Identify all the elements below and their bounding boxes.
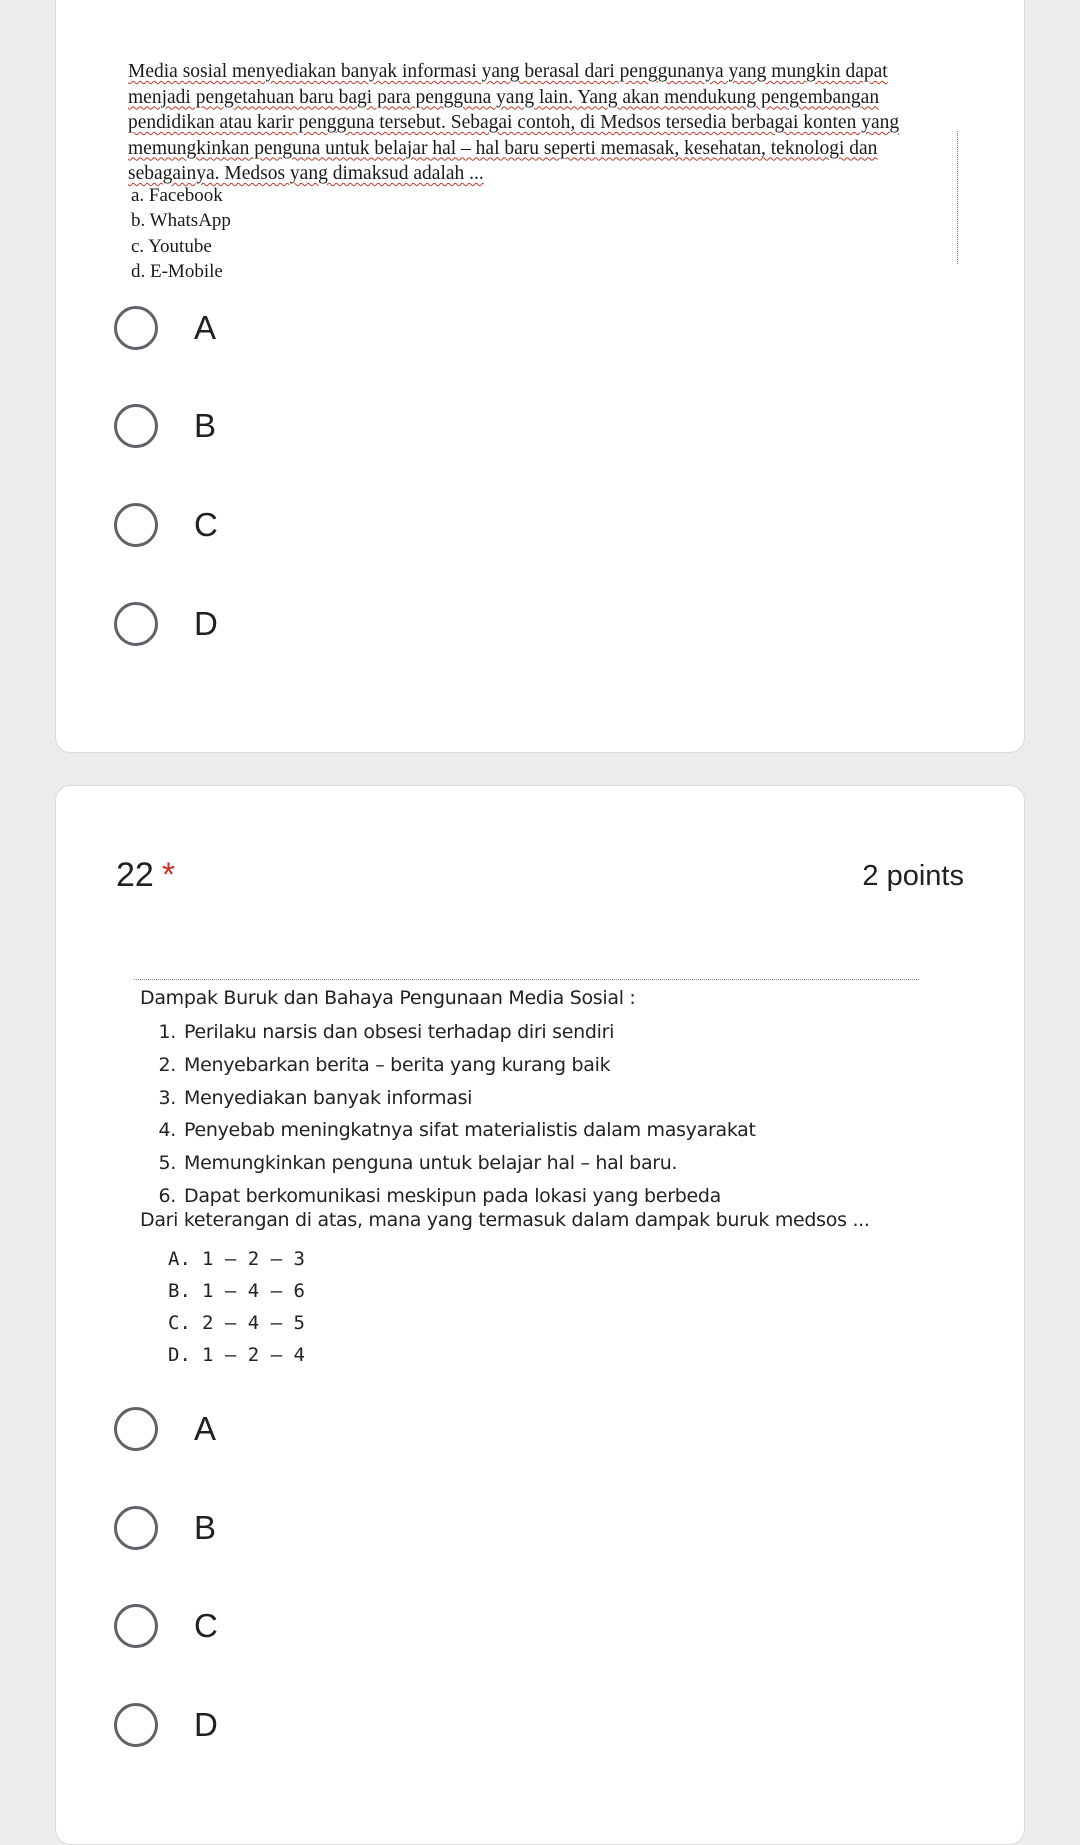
question-title	[116, 856, 175, 895]
radio-circle-icon[interactable]	[114, 404, 158, 448]
list-item: 6. Dapat berkomunikasi meskipun pada lokasi yang berbeda	[158, 1184, 721, 1207]
question-card-22	[55, 785, 1025, 1845]
radio-circle-icon[interactable]	[114, 1604, 158, 1648]
radio-label: C	[194, 1607, 218, 1644]
paragraph-line: Media sosial menyediakan banyak informasi yang berasal dari penggunanya yang mungkin dapat	[128, 61, 888, 82]
question-card-21	[55, 0, 1025, 753]
paragraph-line: sebagainya. Medsos yang dimaksud adalah ...	[128, 163, 484, 184]
radio-option-a[interactable]	[114, 1404, 216, 1454]
radio-circle-icon[interactable]	[114, 602, 158, 646]
choice-text: C. 2 – 4 – 5	[168, 1312, 305, 1334]
question-number: 22	[116, 856, 154, 894]
radio-label: A	[194, 309, 217, 346]
radio-label: A	[194, 1410, 217, 1447]
radio-option-b[interactable]	[114, 1503, 216, 1553]
radio-option-d[interactable]	[114, 1700, 218, 1750]
question-22-statement-list	[134, 1016, 756, 1213]
radio-label: B	[194, 1509, 217, 1546]
paragraph-line: menjadi pengetahuan baru bagi para pengguna yang lain. Yang akan mendukung pengembangan	[128, 86, 880, 108]
choice-text: d. E-Mobile	[131, 260, 223, 282]
question-21-choices	[131, 183, 231, 284]
choice-text: a. Facebook	[131, 185, 223, 206]
radio-circle-icon[interactable]	[114, 1407, 158, 1451]
radio-label: D	[194, 605, 218, 642]
radio-label: C	[194, 506, 218, 543]
radio-circle-icon[interactable]	[114, 1506, 158, 1550]
radio-option-d[interactable]	[114, 599, 218, 649]
radio-option-c[interactable]	[114, 500, 218, 550]
list-item: 3. Menyediakan banyak informasi	[158, 1086, 473, 1109]
list-item: 5. Memungkinkan penguna untuk belajar hal – hal baru.	[158, 1152, 678, 1175]
question-22-choices	[168, 1243, 305, 1371]
radio-label: D	[194, 1706, 218, 1743]
choice-text: b. WhatsApp	[131, 210, 231, 232]
paragraph-line: memungkinkan penguna untuk belajar hal – hal baru seperti memasak, kesehatan, teknologi dan	[128, 137, 878, 159]
points-label: 2 points	[862, 860, 964, 892]
radio-circle-icon[interactable]	[114, 1703, 158, 1747]
choice-text: B. 1 – 4 – 6	[168, 1280, 305, 1302]
list-item: 2. Menyebarkan berita – berita yang kurang baik	[158, 1053, 611, 1076]
radio-circle-icon[interactable]	[114, 306, 158, 350]
radio-option-a[interactable]	[114, 303, 216, 353]
scan-border-line	[957, 131, 958, 264]
radio-option-c[interactable]	[114, 1601, 218, 1651]
choice-text: c. Youtube	[131, 235, 212, 257]
choice-text: A. 1 – 2 – 3	[168, 1248, 305, 1270]
radio-option-b[interactable]	[114, 401, 216, 451]
choice-text: D. 1 – 2 – 4	[168, 1344, 305, 1366]
question-21-image-text	[128, 59, 958, 187]
list-item: 1. Perilaku narsis dan obsesi terhadap diri sendiri	[158, 1021, 615, 1043]
paragraph-line: pendidikan atau karir pengguna tersebut. Sebagai contoh, di Medsos tersedia berbagai konten yang	[128, 112, 900, 133]
scan-border-line	[134, 979, 919, 980]
question-22-prompt: Dari keterangan di atas, mana yang termasuk dalam dampak buruk medsos ...	[140, 1209, 870, 1231]
radio-circle-icon[interactable]	[114, 503, 158, 547]
radio-label: B	[194, 407, 217, 444]
list-item: 4. Penyebab meningkatnya sifat materialistis dalam masyarakat	[158, 1119, 756, 1142]
question-22-heading: Dampak Buruk dan Bahaya Pengunaan Media Sosial :	[140, 987, 636, 1009]
required-asterisk: *	[161, 856, 176, 894]
